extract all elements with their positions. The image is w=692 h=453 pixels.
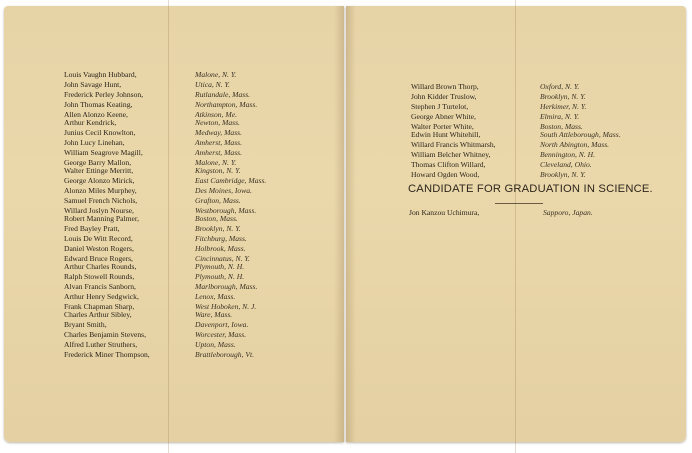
person-name: Arthur Kendrick,	[64, 118, 117, 127]
person-name: Arthur Charles Rounds,	[64, 262, 137, 271]
hometown: Boston, Mass.	[540, 122, 583, 131]
hometown: Brooklyn, N. Y.	[195, 224, 241, 233]
hometown: Northampton, Mass.	[195, 100, 258, 109]
list-item	[0, 150, 692, 160]
person-name: George Alonzo Mirick,	[64, 176, 135, 185]
person-name: Alonzo Miles Murphey,	[64, 186, 137, 195]
hometown: Cincinnatus, N. Y.	[195, 254, 250, 263]
list-item	[0, 292, 692, 302]
person-name: Alfred Luther Struthers,	[64, 340, 138, 349]
person-name: John Thomas Keating,	[64, 100, 133, 109]
person-name: Edwin Hunt Whitehill,	[411, 130, 481, 139]
hometown: Malone, N. Y.	[195, 70, 237, 79]
list-item	[0, 82, 692, 92]
person-name: Ralph Stowell Rounds,	[64, 272, 135, 281]
list-item	[0, 330, 692, 340]
person-name: Frederick Miner Thompson,	[64, 350, 150, 359]
name-group	[0, 310, 692, 360]
hometown: East Cambridge, Mass.	[195, 176, 267, 185]
list-item	[0, 340, 692, 350]
person-name: Louis De Witt Record,	[64, 234, 133, 243]
hometown: Medway, Mass.	[195, 128, 243, 137]
hometown: Amherst, Mass.	[195, 138, 243, 147]
list-item	[0, 282, 692, 292]
hometown: Utica, N. Y.	[195, 80, 230, 89]
list-item	[0, 272, 692, 282]
candidate-place: Sapporo, Japan.	[543, 208, 593, 217]
hometown: Holbrook, Mass.	[195, 244, 246, 253]
list-item	[0, 320, 692, 330]
person-name: Bryant Smith,	[64, 320, 107, 329]
name-group	[0, 82, 692, 132]
person-name: Willard Joslyn Nourse,	[64, 206, 134, 215]
person-name: Walter Porter White,	[411, 122, 474, 131]
list-item	[0, 102, 692, 112]
person-name: Thomas Clifton Willard,	[411, 160, 486, 169]
hometown: Atkinson, Me.	[195, 110, 237, 119]
list-item	[0, 350, 692, 360]
hometown: West Hoboken, N. J.	[195, 302, 257, 311]
hometown: Plymouth, N. H.	[195, 272, 245, 281]
hometown: Bennington, N. H.	[540, 150, 596, 159]
person-name: Robert Manning Palmer,	[64, 214, 139, 223]
hometown: Worcester, Mass.	[195, 330, 247, 339]
hometown: Brooklyn, N. Y.	[540, 92, 586, 101]
list-item	[0, 310, 692, 320]
list-item	[0, 170, 692, 180]
person-name: Alvan Francis Sanborn,	[64, 282, 136, 291]
person-name: Howard Ogden Wood,	[411, 170, 480, 179]
person-name: Louis Vaughn Hubbard,	[64, 70, 137, 79]
name-group	[0, 262, 692, 312]
person-name: Daniel Weston Rogers,	[64, 244, 134, 253]
hometown: Upton, Mass.	[195, 340, 236, 349]
list-item	[0, 112, 692, 122]
hometown: Fitchburg, Mass.	[195, 234, 247, 243]
person-name: Walter Ettinge Merritt,	[64, 166, 134, 175]
person-name: Willard Brown Thorp,	[411, 82, 479, 91]
list-item	[0, 160, 692, 170]
hometown: Malone, N. Y.	[195, 158, 237, 167]
person-name: William Seagrove Magill,	[64, 148, 143, 157]
person-name: Frank Chapman Sharp,	[64, 302, 135, 311]
list-item	[0, 130, 692, 140]
person-name: Fred Bayley Pratt,	[64, 224, 120, 233]
hometown: Des Moines, Iowa.	[195, 186, 252, 195]
person-name: Junius Cecil Knowlton,	[64, 128, 136, 137]
person-name: William Belcher Whitney,	[411, 150, 491, 159]
hometown: Westborough, Mass.	[195, 206, 257, 215]
name-group	[0, 130, 692, 180]
hometown: Cleveland, Ohio.	[540, 160, 592, 169]
candidate-heading: CANDIDATE FOR GRADUATION IN SCIENCE.	[408, 183, 653, 195]
person-name: Charles Arthur Sibley,	[64, 310, 132, 319]
hometown: Lenox, Mass.	[195, 292, 236, 301]
person-name: Arthur Henry Sedgwick,	[64, 292, 139, 301]
person-name: Charles Benjamin Stevens,	[64, 330, 147, 339]
hometown: Brooklyn, N. Y.	[540, 170, 586, 179]
person-name: John Kidder Truslow,	[411, 92, 477, 101]
hometown: Elmira, N. Y.	[540, 112, 580, 121]
person-name: John Savage Hunt,	[64, 80, 122, 89]
hometown: Kingston, N. Y.	[195, 166, 241, 175]
hometown: Oxford, N. Y.	[540, 82, 580, 91]
hometown: Grafton, Mass.	[195, 196, 241, 205]
list-item	[0, 92, 692, 102]
hometown: North Abington, Mass.	[540, 140, 610, 149]
person-name: George Barry Mallon,	[64, 158, 132, 167]
candidate-name: Jon Kanzou Uchimura,	[409, 208, 480, 217]
person-name: Stephen J Turtelot,	[411, 102, 469, 111]
person-name: Allen Alonzo Keene,	[64, 110, 128, 119]
hometown: Amherst, Mass.	[195, 148, 243, 157]
hometown: Boston, Mass.	[195, 214, 238, 223]
list-item	[0, 196, 692, 206]
list-item	[0, 262, 692, 272]
hometown: Brattleborough, Vt.	[195, 350, 254, 359]
person-name: George Abner White,	[411, 112, 476, 121]
person-name: Samuel French Nichols,	[64, 196, 138, 205]
person-name: Edward Bruce Rogers,	[64, 254, 133, 263]
hometown: Herkimer, N. Y.	[540, 102, 587, 111]
person-name: John Lucy Linehan,	[64, 138, 125, 147]
hometown: Plymouth, N. H.	[195, 262, 245, 271]
hometown: South Attleborough, Mass.	[540, 130, 621, 139]
person-name: Willard Francis Whitmarsh,	[411, 140, 496, 149]
list-item	[0, 244, 692, 254]
list-item	[0, 70, 692, 80]
hometown: Davenport, Iowa.	[195, 320, 249, 329]
name-group	[0, 214, 692, 264]
hometown: Ware, Mass.	[195, 310, 233, 319]
hometown: Marlborough, Mass.	[195, 282, 258, 291]
list-item	[0, 224, 692, 234]
list-item	[0, 234, 692, 244]
hometown: Rutlandale, Mass.	[195, 90, 251, 99]
list-item	[0, 140, 692, 150]
heading-divider	[495, 203, 543, 204]
hometown: Newton, Mass.	[195, 118, 240, 127]
candidate-entry	[0, 208, 692, 218]
person-name: Frederick Perley Johnson,	[64, 90, 144, 99]
